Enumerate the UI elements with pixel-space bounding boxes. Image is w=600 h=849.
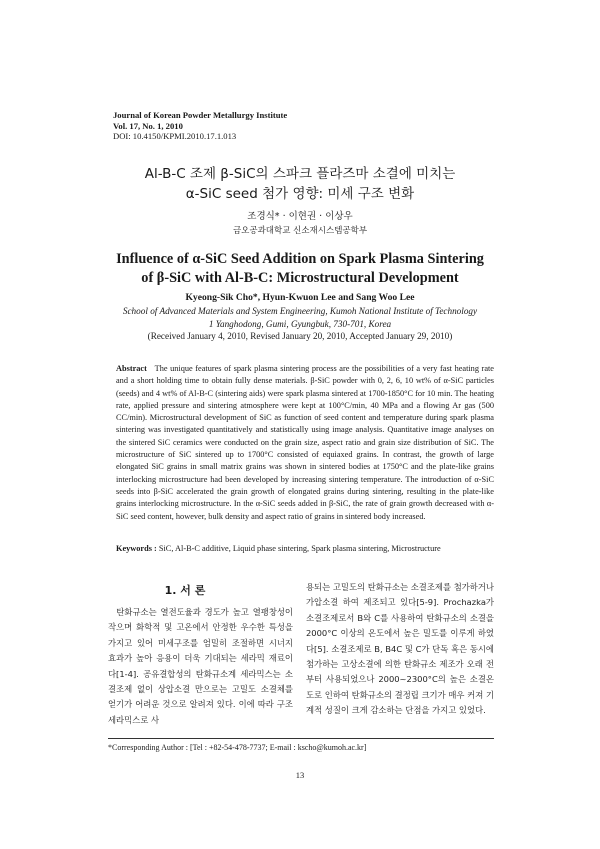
received-dates: (Received January 4, 2010, Revised January 20, 2010, Accepted January 29, 2010): [147, 331, 453, 341]
english-affiliation-line2: 1 Yanghodong, Gumi, Gyungbuk, 730-701, Korea: [208, 318, 392, 329]
english-title: [0, 250, 600, 288]
footnote: *Corresponding Author : [Tel : +82-54-478-7737; E-mail : kscho@kumoh.ac.kr]: [108, 743, 367, 752]
english-authors: Kyeong-Sik Cho*, Hyun-Kwuon Lee and Sang Woo Lee: [185, 292, 415, 303]
abstract-label: Abstract: [116, 364, 147, 373]
journal-volume: Vol. 17, No. 1, 2010: [113, 120, 183, 131]
korean-affiliation: 금오공과대학교 신소재시스템공학부: [232, 226, 368, 236]
journal-name: Journal of Korean Powder Metallurgy Institute: [113, 110, 288, 120]
body-column-left: 탄화규소는 열전도율과 경도가 높고 열팽창성이 작으며 화학적 및 고온에서 안정한 우수한 특성을 가지고 있어 미세구조를 엄밀히 조절하면 시너지 효과가 높아 응용이 더욱 기대되는 세라믹 재료이다[1-4]. 공유결합성의 탄화규소계 세라믹스는 소결조제 없이 상압소결 만으로는 고밀도 소결체를 얻기가 어려운 것으로 알려져 있다. 이에 따라 구조 세라믹스로 사: [108, 607, 293, 725]
korean-title-line2: α-SiC seed 첨가 영향: 미세 구조 변화: [185, 186, 415, 202]
page-number: 13: [295, 770, 305, 780]
journal-doi: DOI: 10.4150/KPMI.2010.17.1.013: [113, 131, 237, 141]
abstract-text: The unique features of spark plasma sintering process are the possibilities of a very fast heating rate and a short holding time to obtain fully dense materials. β-SiC powder with 0, 2, 6, 10 wt% of α-SiC particles (seeds) and 4 wt% of Al-B-C (sintering aids) were spark plasma sintered at 1700-1850°C for 10 min. The heating rate, applied pressure and sintering atmosphere were kept at 100°C/min, 40 MPa and a flowing Ar gas (500 CC/min). Microstructural development of SiC as function of seed content and temperature during spark plasma sintering was investigated quantitatively and statistically using image analysis. Quantitative image analyses on the sintered SiC ceramics were conducted on the grain size, aspect ratio and grain size distribution of SiC. The microstructure of SiC sintered up to 1700°C consisted of equiaxed grains. In contrast, the growth of large elongated SiC grains in small matrix grains was shown in sintered bodies at 1750°C and the plate-like grains interlocking microstructure had been developed by increasing sintering temperature. The introduction of α-SiC seeds into β-SiC accelerated the grain growth of elongated grains during sintering, resulting in the plate-like grains interlocking microstructure. In the α-SiC seeds added in β-SiC, the rate of grain growth decreased with α-SiC seed content, however, bulk density and aspect ratio of grains in sintered body increased.: [116, 364, 494, 521]
section-heading: 1. 서 론: [164, 584, 206, 597]
korean-title-line1: Al-B-C 조제 β-SiC의 스파크 플라즈마 소결에 미치는: [144, 166, 456, 182]
korean-authors: 조경식* · 이현권 · 이상우: [247, 211, 353, 222]
english-affiliation: [0, 305, 600, 330]
korean-title: [0, 164, 600, 204]
keywords: [116, 544, 494, 553]
english-title-line1: Influence of α-SiC Seed Addition on Spark Plasma Sintering: [116, 251, 484, 267]
abstract: [116, 363, 494, 523]
english-affiliation-line1: School of Advanced Materials and System Engineering, Kumoh National Institute of Technology: [122, 306, 478, 316]
keywords-text: SiC, Al-B-C additive, Liquid phase sintering, Spark plasma sintering, Microstructure: [158, 544, 441, 553]
english-title-line2: of β-SiC with Al-B-C: Microstructural Development: [141, 270, 459, 286]
keywords-label: Keywords :: [116, 544, 157, 553]
body-column-right: 용되는 고밀도의 탄화규소는 소결조제를 첨가하거나 가압소결 하여 제조되고 있다[5-9]. Prochazka가 소결조제로서 B와 C를 사용하여 탄화규소의 소결을 2000°C 이상의 온도에서 높은 밀도를 이루게 하였다[5]. 소결조제로 B, B4C 및 C가 단독 혹은 동시에 첨가하는 고상소결에 의한 탄화규소 제조가 오래 전부터 사용되었으나 2000~2300°C의 높은 소결온도로 인하여 탄화규소의 결정립 크기가 매우 커져 기계적 성질이 크게 감소하는 단점을 가지고 있었다.: [306, 582, 494, 716]
footnote-divider: [108, 738, 494, 739]
journal-header: [113, 110, 287, 142]
